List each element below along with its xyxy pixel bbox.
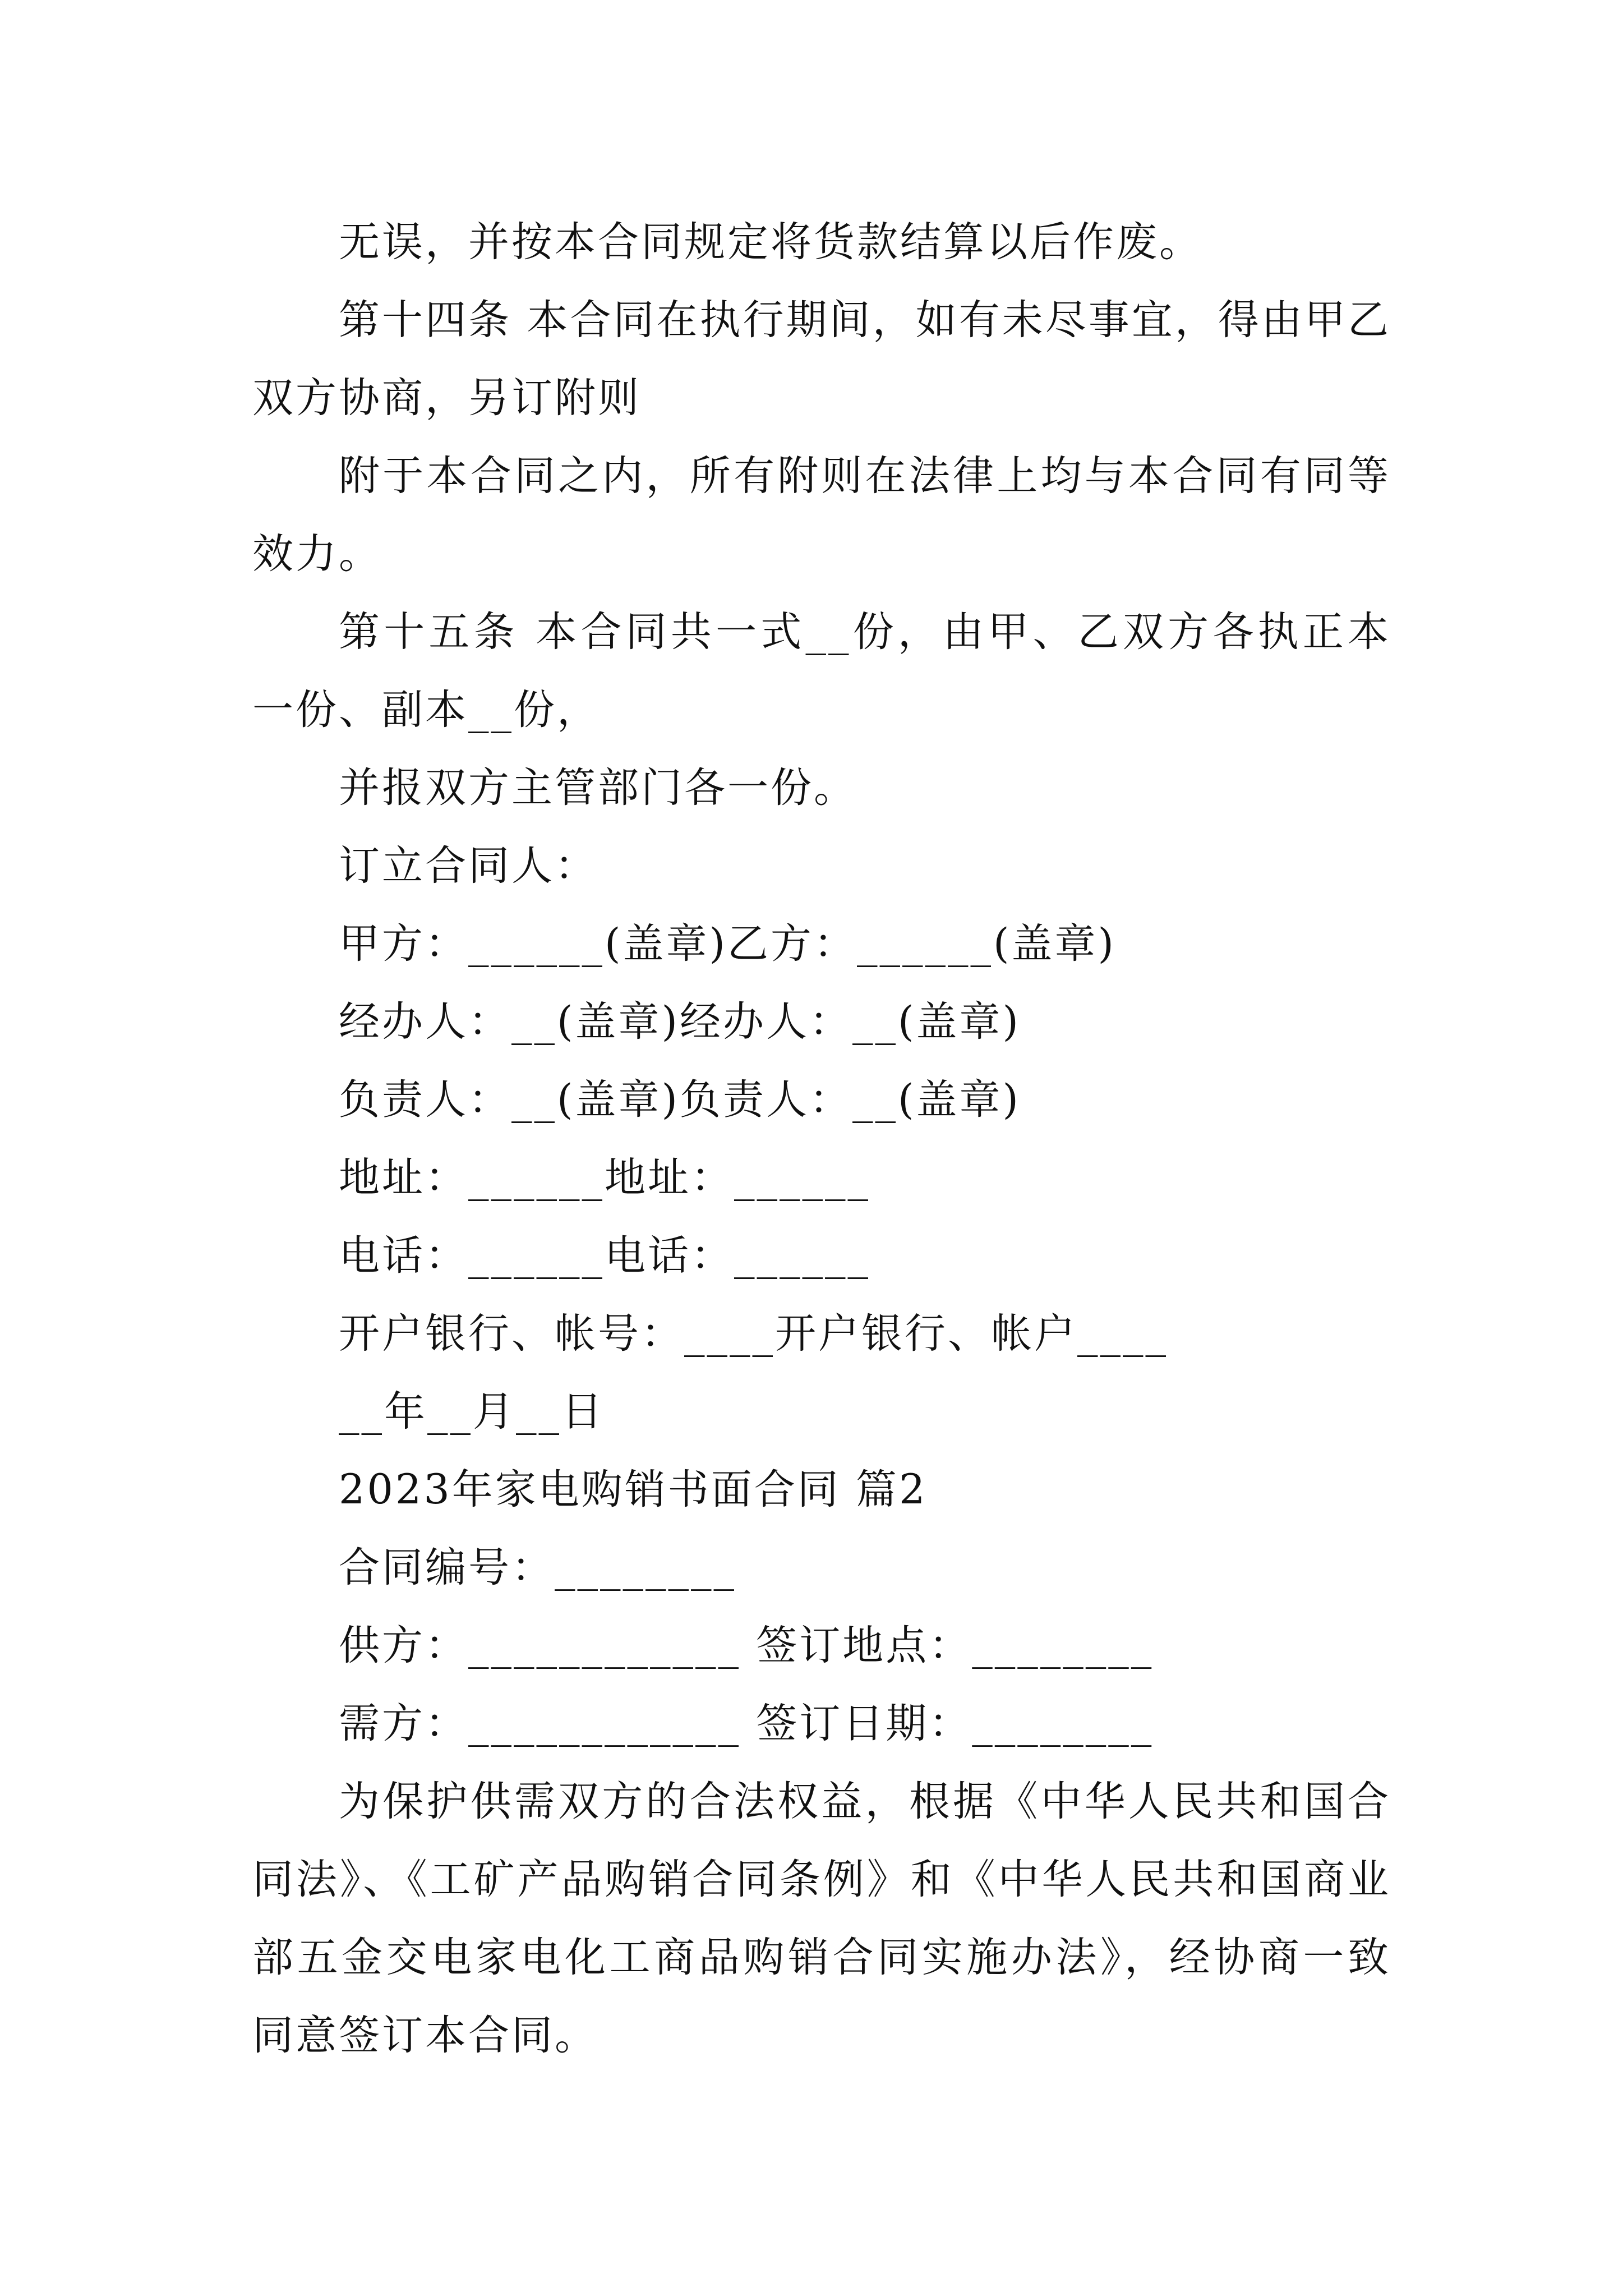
bank-account-line: 开户银行、帐号：____开户银行、帐户____	[339, 1310, 1168, 1358]
party-line: 甲方：______(盖章)乙方：______(盖章)	[339, 920, 1116, 968]
agent-line: 经办人：__(盖章)经办人：__(盖章)	[339, 998, 1021, 1046]
article-14-continued: 附于本合同之内，所有附则在法律上均与本合同有同等效力。	[252, 452, 1391, 578]
buyer-line: 需方：____________ 签订日期：________	[339, 1700, 1154, 1747]
signatories-heading: 订立合同人：	[339, 842, 598, 890]
preamble-paragraph: 为保护供需双方的合法权益，根据《中华人民共和国合同法》、《工矿产品购销合同条例》和《中华人民共和国商业部五金交电家电化工商品购销合同实施办法》，经协商一致同意签订本合同。	[252, 1778, 1391, 2059]
text-line-payment-void: 无误，并按本合同规定将货款结算以后作废。	[339, 218, 1202, 266]
article-15-continued: 并报双方主管部门各一份。	[339, 764, 857, 812]
article-14: 第十四条 本合同在执行期间，如有未尽事宜，得由甲乙双方协商，另订附则	[252, 296, 1391, 422]
contract-number-line: 合同编号：________	[339, 1544, 736, 1591]
phone-line: 电话：______电话：______	[339, 1232, 870, 1280]
section-title-part-2: 2023年家电购销书面合同 篇2	[339, 1466, 928, 1513]
document-body	[252, 203, 1391, 2074]
supplier-line: 供方：____________ 签订地点：________	[339, 1622, 1154, 1669]
responsible-person-line: 负责人：__(盖章)负责人：__(盖章)	[339, 1076, 1021, 1124]
article-15: 第十五条 本合同共一式__份，由甲、乙双方各执正本一份、副本__份，	[252, 608, 1391, 734]
date-line: __年__月__日	[339, 1388, 605, 1435]
address-line: 地址：______地址：______	[339, 1154, 870, 1202]
